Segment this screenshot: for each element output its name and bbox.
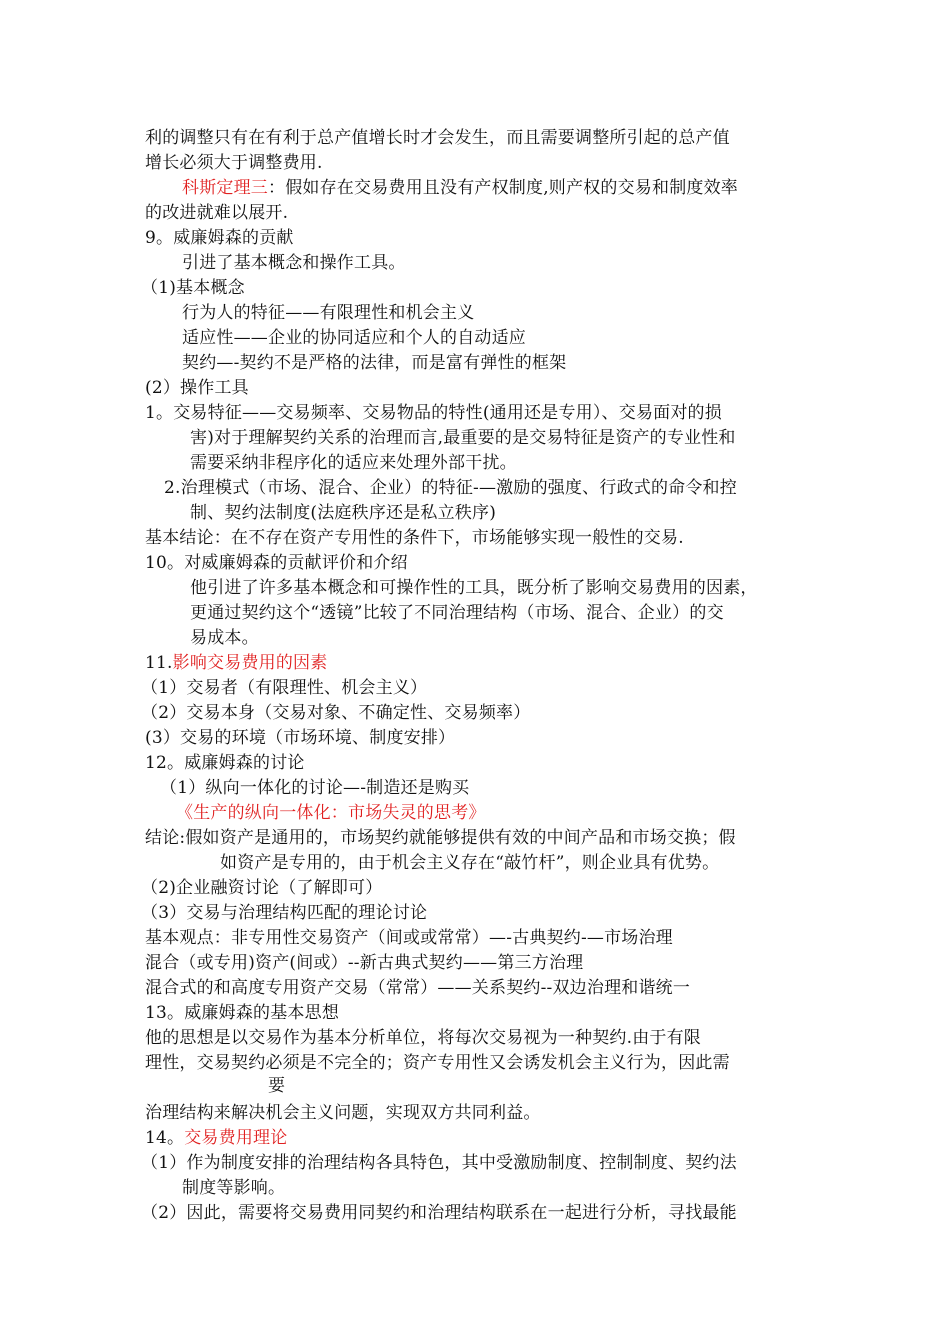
section-heading: 9。威廉姆森的贡献 — [145, 228, 294, 248]
section-heading: 13。威廉姆森的基本思想 — [145, 1003, 340, 1023]
list-item: (3）交易的环境（市场环境、制度安排） — [145, 728, 456, 748]
highlight-text: 交易费用理论 — [184, 1128, 288, 1148]
book-title — [176, 801, 486, 825]
text-line: 利的调整只有在有利于总产值增长时才会发生，而且需要调整所引起的总产值 — [145, 128, 730, 148]
list-item: 1。交易特征——交易频率、交易物品的特性(通用还是专用）、交易面对的损 — [145, 403, 722, 423]
text-line: 行为人的特征——有限理性和机会主义 — [182, 303, 475, 323]
section-heading: 14。交易费用理论 — [145, 1128, 288, 1148]
text-line: 理性，交易契约必须是不完全的；资产专用性又会诱发机会主义行为，因此需 — [145, 1053, 730, 1073]
highlight-text: 科斯定理三 — [182, 178, 268, 198]
subsection-heading: （1)基本概念 — [141, 278, 245, 298]
text-line: 基本观点：非专用性交易资产（间或或常常）—-古典契约-—市场治理 — [145, 928, 673, 948]
list-item: （1）纵向一体化的讨论—-制造还是购买 — [160, 778, 470, 798]
section-heading: 12。威廉姆森的讨论 — [145, 753, 305, 773]
list-item: （2)企业融资讨论（了解即可） — [141, 878, 383, 898]
list-item: （2）因此，需要将交易费用同契约和治理结构联系在一起进行分析，寻找最能 — [141, 1203, 737, 1223]
text-line: 科斯定理三：假如存在交易费用且没有产权制度,则产权的交易和制度效率 — [182, 178, 739, 198]
text-line: 治理结构来解决机会主义问题，实现双方共同利益。 — [145, 1103, 541, 1123]
text-line: 契约—-契约不是严格的法律，而是富有弹性的框架 — [182, 353, 567, 373]
text-line: 易成本。 — [190, 628, 259, 648]
highlight-text: 《生产的纵向一体化：市场失灵的思考》 — [176, 803, 486, 823]
text-line: 更通过契约这个“透镜”比较了不同治理结构（市场、混合、企业）的交 — [190, 603, 724, 623]
list-item: （3）交易与治理结构匹配的理论讨论 — [141, 903, 428, 923]
text-line: 适应性——企业的协同适应和个人的自动适应 — [182, 328, 526, 348]
text-line: 基本结论：在不存在资产专用性的条件下，市场能够实现一般性的交易. — [145, 528, 684, 548]
list-item: （1）交易者（有限理性、机会主义） — [141, 678, 428, 698]
list-item: （2）交易本身（交易对象、不确定性、交易频率） — [141, 703, 531, 723]
text-line: 他引进了许多基本概念和可操作性的工具，既分析了影响交易费用的因素， — [190, 578, 758, 598]
text-line: 要 — [268, 1076, 286, 1096]
text-line: 制、契约法制度(法庭秩序还是私立秩序) — [190, 503, 497, 523]
text-line: 制度等影响。 — [182, 1178, 286, 1198]
text-line: 引进了基本概念和操作工具。 — [182, 253, 406, 273]
text-line: 如资产是专用的，由于机会主义存在“敲竹杆”，则企业具有优势。 — [220, 853, 720, 873]
list-item: （1）作为制度安排的治理结构各具特色，其中受激励制度、控制制度、契约法 — [141, 1153, 737, 1173]
text-line: 结论:假如资产是通用的，市场契约就能够提供有效的中间产品和市场交换；假 — [145, 828, 736, 848]
section-heading: 10。对威廉姆森的贡献评价和介绍 — [145, 553, 408, 573]
text-line: 他的思想是以交易作为基本分析单位，将每次交易视为一种契约.由于有限 — [145, 1028, 702, 1048]
text-line: 需要采纳非程序化的适应来处理外部干扰。 — [190, 453, 517, 473]
text-line: 混合（或专用)资产(间或）--新古典式契约——第三方治理 — [145, 953, 584, 973]
text-line: 的改进就难以展开. — [145, 203, 289, 223]
text-line: 害)对于理解契约关系的治理而言,最重要的是交易特征是资产的专业性和 — [190, 428, 736, 448]
list-item: 2.治理模式（市场、混合、企业）的特征-—激励的强度、行政式的命令和控 — [164, 478, 737, 498]
highlight-text: 影响交易费用的因素 — [172, 653, 328, 673]
section-heading: 11.影响交易费用的因素 — [145, 653, 328, 673]
text-line: 混合式的和高度专用资产交易（常常）——关系契约--双边治理和谐统一 — [145, 978, 691, 998]
subsection-heading: (2）操作工具 — [145, 378, 249, 398]
text-line: 增长必须大于调整费用. — [145, 153, 323, 173]
